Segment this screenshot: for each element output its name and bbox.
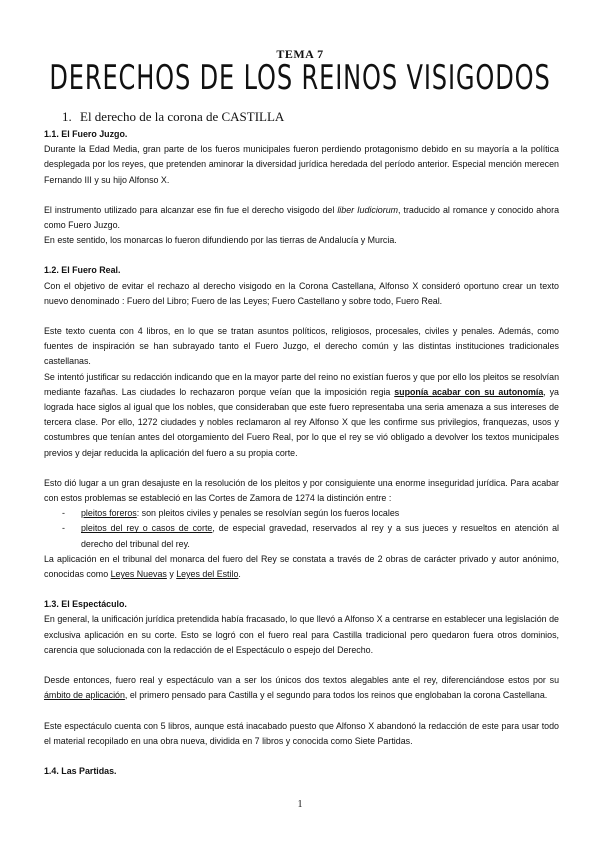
paragraph: Con el objetivo de evitar el rechazo al derecho visigodo en la Corona Castellana, Alfonso X consideró oportuno crear un texto nuevo denominado : Fuero del Libro; Fuero de las Leyes; Fuero Castellano y sobre todo, Fuero Real.: [44, 280, 559, 306]
text-run: , ya lograda hace siglos al igual que los nobles, que consideraban que este fuero representaba una seria amenaza a sus intereses de tercera clase. Por ello, 1272 ciudades y nobles reclamaron al rey Alfonso X que les confirme sus privilegios, franquezas, usos y costumbres que tenían antes del otorgamiento del Fuero Real, por lo que el rey se vió obligado a devolver los textos municipales previos y dejar reducida la aplicación del fuero a su propia corte.: [44, 386, 559, 458]
page-number: 1: [297, 799, 303, 810]
text-run: Desde entonces, fuero real y espectáculo van a ser los únicos dos textos alegables ante el rey, diferenciándose estos por su: [44, 675, 559, 686]
subsection-1-4-heading: 1.4. Las Partidas.: [44, 765, 117, 776]
list-item: [62, 506, 559, 521]
underlined-term: pleitos foreros: [81, 508, 137, 519]
liber-iudiciorum-term: liber Iudiciorum: [337, 204, 399, 215]
underlined-term: Leyes Nuevas: [110, 569, 167, 580]
paragraph: En general, la unificación jurídica pretendida había fracasado, lo que llevó a Alfonso X a centrarse en establecer una legislación de exclusiva aplicación en su corte. Esto se logró con el fuero real para Castilla tradicional pero quedaron fuera otros dominios, carencia que solucionada con la redacción de el Espectáculo o espejo del Derecho.: [44, 614, 559, 655]
paragraph: Este texto cuenta con 4 libros, en lo que se tratan asuntos políticos, religiosos, procesales, civiles y penales. Además, como fuentes de inspiración se han subrayado tanto el Fuero Juzgo, el derecho común y las distintas instituciones tradicionales castellanas.: [44, 326, 559, 367]
underlined-term: pleitos del rey o casos de corte: [81, 523, 213, 534]
subsection-1-3-heading: 1.3. El Espectáculo.: [44, 599, 127, 610]
text-run: El instrumento utilizado para alcanzar ese fin fue el derecho visigodo del: [44, 204, 338, 215]
tema-label: TEMA 7: [276, 47, 324, 61]
underlined-term: Leyes del Estilo: [176, 569, 239, 580]
text-run: , de especial gravedad, reservados al rey y a sus jueces y resueltos en atención al derecho del tribunal del rey.: [81, 523, 560, 549]
text-run: : son pleitos civiles y penales se resolvían según los fueros locales: [136, 508, 400, 519]
section-1-number: 1.: [62, 109, 72, 124]
document-title: DERECHOS DE LOS REINOS VISIGODOS: [49, 58, 551, 98]
underlined-term: ámbito de aplicación: [44, 690, 125, 701]
paragraph: Durante la Edad Media, gran parte de los fueros municipales fueron perdiendo protagonismo debido en su mayoría a la política desplegada por los reyes, que pretenden aminorar la diversidad jurídica heredada del período anterior. Especial mención merecen Fernando III y su hijo Alfonso X.: [44, 144, 559, 185]
paragraph: En este sentido, los monarcas lo fueron difundiendo por las tierras de Andalucía y Murcia.: [44, 235, 397, 246]
section-1-title: El derecho de la corona de CASTILLA: [80, 109, 285, 124]
paragraph: [44, 203, 559, 233]
list-item: [62, 521, 560, 551]
section-1-heading: [62, 109, 284, 125]
subsection-1-2-heading: 1.2. El Fuero Real.: [44, 265, 121, 276]
paragraph: [44, 673, 559, 703]
text-run: y: [166, 569, 177, 580]
underlined-term: suponía acabar con su autonomía: [394, 386, 544, 397]
text-run: , el primero pensado para Castilla y el segundo para todos los reinos que englobaban la corona Castellana.: [124, 690, 548, 701]
text-run: La aplicación en el tribunal del monarca del fuero del Rey se constata a través de 2 obras de carácter privado y autor anónimo, conocidas como: [44, 553, 559, 580]
distinction-list: [44, 506, 559, 552]
dash-bullet: -: [62, 508, 65, 519]
paragraph: [44, 370, 559, 461]
paragraph: [44, 552, 559, 582]
document-body: [44, 127, 559, 779]
paragraph: Esto dió lugar a un gran desajuste en la resolución de los pleitos y por consiguiente una enorme inseguridad jurídica. Para acabar con estos problemas se estableció en las Cortes de Zamora de 1274 la distinción entre :: [44, 477, 559, 504]
subsection-1-1-heading: 1.1. El Fuero Juzgo.: [44, 129, 128, 139]
text-run: Se intentó justificar su redacción indicando que en la mayor parte del reino no existían fueros y que por ello los pleitos se resolvían mediante fazañas. Las ciudades lo rechazaron porque veían que la imposición regia: [44, 371, 559, 397]
dash-bullet: -: [62, 523, 65, 534]
text-run: .: [238, 569, 241, 580]
paragraph: Este espectáculo cuenta con 5 libros, aunque está inacabado puesto que Alfonso X abandonó la redacción de este para usar todo el material recopilado en una obra nueva, dividida en 7 libros y conocida como Siete Partidas.: [44, 720, 559, 746]
text-run: , traducido al romance y conocido ahora como Fuero Juzgo.: [44, 204, 559, 231]
